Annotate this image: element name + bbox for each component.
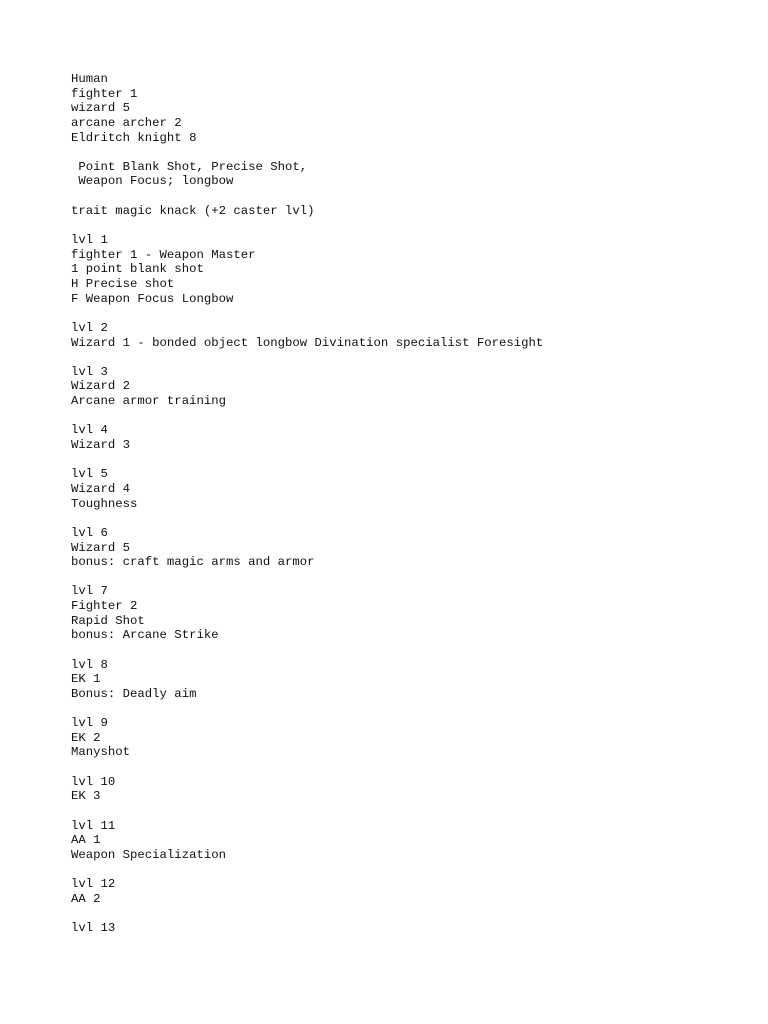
- text-line: EK 3: [71, 789, 101, 804]
- text-line: lvl 3: [71, 364, 108, 379]
- text-line: [71, 511, 543, 526]
- text-line: [71, 643, 543, 658]
- text-line: Wizard 2: [71, 379, 131, 394]
- text-line: [71, 145, 543, 160]
- text-line: Human: [71, 72, 108, 86]
- text-line: [71, 760, 543, 775]
- text-line: [71, 189, 543, 204]
- text-line: F Weapon Focus Longbow: [71, 291, 234, 306]
- text-line: [71, 804, 543, 819]
- text-line: lvl 1: [71, 233, 108, 248]
- text-line: Wizard 5: [71, 540, 131, 555]
- text-line: lvl 11: [71, 818, 116, 833]
- text-line: fighter 1 - Weapon Master: [71, 247, 256, 262]
- text-line: [71, 306, 543, 321]
- text-line: bonus: Arcane Strike: [71, 628, 219, 643]
- text-line: 1 point blank shot: [71, 262, 204, 277]
- text-line: H Precise shot: [71, 276, 175, 291]
- text-line: AA 1: [71, 833, 101, 848]
- text-line: lvl 9: [71, 716, 108, 731]
- text-line: fighter 1: [71, 86, 138, 101]
- text-line: bonus: craft magic arms and armor: [71, 555, 315, 570]
- text-line: Bonus: Deadly aim: [71, 686, 197, 701]
- text-line: Wizard 3: [71, 438, 131, 453]
- text-line: Wizard 1 - bonded object longbow Divination specialist Foresight: [71, 335, 544, 350]
- text-line: lvl 6: [71, 525, 108, 540]
- text-line: AA 2: [71, 891, 101, 906]
- text-line: Weapon Focus; longbow: [71, 174, 234, 189]
- text-line: Rapid Shot: [71, 613, 145, 628]
- text-line: lvl 5: [71, 467, 108, 482]
- text-line: Point Blank Shot, Precise Shot,: [71, 159, 308, 174]
- text-line: lvl 12: [71, 877, 116, 892]
- text-line: Eldritch knight 8: [71, 130, 197, 145]
- text-line: Fighter 2: [71, 599, 138, 614]
- text-line: [71, 570, 543, 585]
- text-line: [71, 702, 543, 717]
- text-line: lvl 8: [71, 657, 108, 672]
- text-line: [71, 453, 543, 468]
- text-line: lvl 7: [71, 584, 108, 599]
- document-text-body: [71, 72, 543, 936]
- text-line: Manyshot: [71, 745, 131, 760]
- text-line: Toughness: [71, 496, 138, 511]
- text-line: wizard 5: [71, 101, 131, 116]
- text-line: lvl 4: [71, 423, 108, 438]
- text-line: [71, 218, 543, 233]
- text-line: [71, 907, 543, 922]
- text-line: Weapon Specialization: [71, 847, 226, 862]
- text-line: [71, 350, 543, 365]
- text-line: lvl 2: [71, 320, 108, 335]
- text-line: Arcane armor training: [71, 394, 226, 409]
- text-line: Wizard 4: [71, 481, 131, 496]
- text-line: [71, 409, 543, 424]
- text-line: EK 2: [71, 730, 101, 745]
- text-line: lvl 13: [71, 921, 116, 936]
- text-line: [71, 863, 543, 878]
- text-line: EK 1: [71, 672, 101, 687]
- text-line: trait magic knack (+2 caster lvl): [71, 203, 315, 218]
- text-line: arcane archer 2: [71, 115, 182, 130]
- text-line: lvl 10: [71, 774, 116, 789]
